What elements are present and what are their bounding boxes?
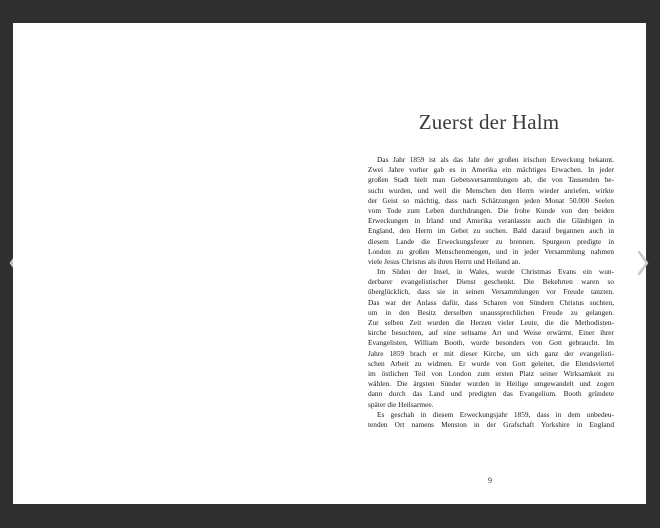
text-line: im östlichen Teil von London zum ersten Platz seiner Wirksamkeit zu (368, 368, 614, 378)
text-line: wählen. Die ärgsten Sünder wurden in Heilige umgewandelt und zogen (368, 379, 614, 389)
text-line: Das Jahr 1859 ist als das Jahr der großen irischen Erweckung bekannt. (377, 155, 614, 164)
text-line: überglücklich, dass sie in seinen Versammlungen vor Freude tanzten. (368, 287, 614, 297)
text-line: dann durch das Land und predigten das Evangelium. Booth gründete (368, 389, 614, 399)
text-line: Jahre 1859 brach er mit dieser Kirche, um sich ganz der evangelisti- (368, 348, 614, 358)
text-line: Zwei Jahre vorher gab es in Amerika ein mächtiges Erwachen. In jeder (368, 165, 614, 175)
text-line: London zu großen Menschenmengen, und in jeder Versammlung nahmen (368, 246, 614, 256)
page-number: 9 (488, 476, 492, 485)
text-line: England, den Herrn im Gebet zu suchen. Bald darauf begannen auch in (368, 226, 614, 236)
text-line: Das war der Anlass dafür, dass Scharen von Sündern Christus suchten, (368, 297, 614, 307)
text-line: um in den Besitz derselben unaussprechlichen Freude zu gelangen. (368, 307, 614, 317)
text-line: Evangelisten, William Booth, wurde besonders von Gott gebraucht. Im (368, 338, 614, 348)
text-line: Im Süden der Insel, in Wales, wurde Christmas Evans ein wun- (377, 267, 614, 277)
chevron-right-icon (636, 250, 650, 276)
text-line: Es geschah in diesem Erweckungsjahr 1859, dass in dem unbedeu- (377, 409, 614, 419)
text-line: diesem Lande die Erweckungsfeuer zu brennen. Spurgeon predigte in (368, 236, 614, 246)
text-line: sucht wurden, und weil die Menschen den Herrn wieder anriefen, wirkte (368, 185, 614, 195)
next-page-button[interactable] (634, 248, 652, 278)
text-line: großen Stadt hielt man Gebetsversammlungen ab, die von Tausenden be- (368, 175, 614, 185)
text-line: später die Heilsarmee. (368, 399, 434, 409)
paragraph (368, 267, 614, 410)
text-line: Zur selben Zeit wurden die Herzen vieler Leute, die die Methodisten- (368, 318, 614, 327)
page-body-text (368, 155, 614, 430)
text-line: tenden Ort namens Menston in der Grafschaft Yorkshire in England (368, 419, 614, 429)
text-line: vom Tode zum Leben durchdrangen. Die frohe Kunde von den beiden (368, 205, 614, 215)
paragraph (368, 410, 614, 430)
text-line: kirche besuchten, auf eine seltsame Art und Weise erwärmt. Einer ihrer (368, 328, 614, 338)
paragraph (368, 155, 614, 267)
text-line: derbarer evangelistischer Dienst geschenkt. Die Bekehrten waren so (368, 277, 614, 287)
text-line: schen Arbeit zu widmen. Er wurde von Gott geleitet, die Elendsviertel (368, 358, 614, 368)
text-line: Erweckungen in Irland und Amerika veranlasste auch die Gläubigen in (368, 216, 614, 226)
text-line: der Geist so mächtig, dass nach Schätzungen jeden Monat 50.000 Seelen (368, 195, 614, 205)
text-line: viele Jesus Christus als ihren Herrn und Heiland an. (368, 256, 521, 266)
chapter-title: Zuerst der Halm (418, 110, 560, 134)
